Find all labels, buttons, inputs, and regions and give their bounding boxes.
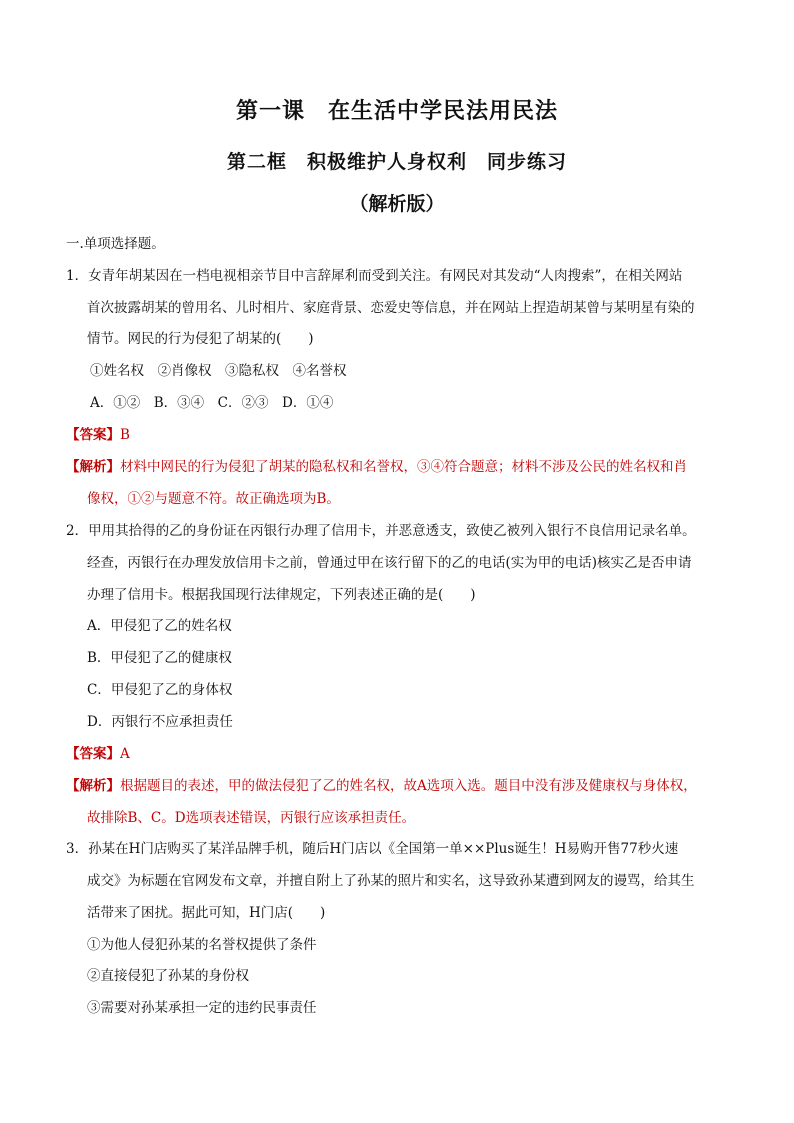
answer-tag: 【答案】 — [66, 427, 120, 443]
q2-line-3: 办理了信用卡。根据我国现行法律规定，下列表述正确的是( ) — [87, 587, 476, 603]
q1-option-2: A．①② B．③④ C．②③ D．①④ — [90, 395, 334, 411]
q1-analysis-line-1 — [66, 457, 687, 477]
q2-line-2: 经查，丙银行在办理发放信用卡之前，曾通过甲在该行留下的乙的电话(实为甲的电话)核实乙是否申请 — [87, 555, 692, 571]
q2-analysis-line-1 — [66, 776, 697, 796]
q2-option-a: A．甲侵犯了乙的姓名权 — [87, 618, 232, 634]
answer-value: B — [120, 427, 130, 443]
q3-line-3: 活带来了困扰。据此可知，H门店( ) — [87, 905, 326, 921]
q3-line-2: 成交》为标题在官网发布文章，并擅自附上了孙某的照片和实名，这导致孙某遭到网友的谩骂，给其生 — [87, 873, 695, 889]
page-title: 第一课 在生活中学民法用民法 — [235, 98, 558, 124]
answer-tag: 【答案】 — [66, 746, 120, 762]
analysis-tag: 【解析】 — [66, 459, 120, 475]
analysis-text: 材料中网民的行为侵犯了胡某的隐私权和名誉权，③④符合题意；材料不涉及公民的姓名权和肖 — [120, 459, 687, 475]
q2-analysis-line-2: 故排除B、C。D选项表述错误，丙银行应该承担责任。 — [87, 810, 416, 826]
edition-label: （解析版） — [349, 193, 445, 215]
q2-option-b: B．甲侵犯了乙的健康权 — [87, 650, 232, 666]
q2-line-1: 2．甲用其拾得的乙的身份证在丙银行办理了信用卡，并恶意透支，致使乙被列入银行不良信用记录名单。 — [66, 523, 696, 539]
analysis-tag: 【解析】 — [66, 778, 120, 794]
q2-option-c: C．甲侵犯了乙的身体权 — [87, 682, 233, 698]
q3-option-3: ③需要对孙某承担一定的违约民事责任 — [87, 1000, 317, 1016]
q1-option-1: ①姓名权 ②肖像权 ③隐私权 ④名誉权 — [90, 363, 347, 379]
q1-answer — [66, 425, 130, 445]
q1-line-1: 1．女青年胡某因在一档电视相亲节目中言辞犀利而受到关注。有网民对其发动“人肉搜索”，在相关网站 — [66, 268, 683, 284]
q3-option-1: ①为他人侵犯孙某的名誉权提供了条件 — [87, 937, 317, 953]
q2-answer — [66, 744, 130, 764]
page-subtitle: 第二框 积极维护人身权利 同步练习 — [226, 151, 567, 173]
q1-line-2: 首次披露胡某的曾用名、儿时相片、家庭背景、恋爱史等信息，并在网站上捏造胡某曾与某明星有染的 — [87, 300, 695, 316]
q3-line-1: 3．孙某在H门店购买了某洋品牌手机，随后H门店以《全国第一单××Plus诞生！H易购开售77秒火速 — [66, 841, 679, 857]
q1-line-3: 情节。网民的行为侵犯了胡某的( ) — [87, 331, 314, 347]
analysis-text: 根据题目的表述，甲的做法侵犯了乙的姓名权，故A选项入选。题目中没有涉及健康权与身体权， — [120, 778, 697, 794]
q3-option-2: ②直接侵犯了孙某的身份权 — [87, 968, 249, 984]
q2-option-d: D．丙银行不应承担责任 — [87, 714, 233, 730]
answer-value: A — [120, 746, 130, 762]
section-heading: 一.单项选择题。 — [66, 236, 165, 252]
q1-analysis-line-2: 像权，①②与题意不符。故正确选项为B。 — [87, 491, 340, 507]
